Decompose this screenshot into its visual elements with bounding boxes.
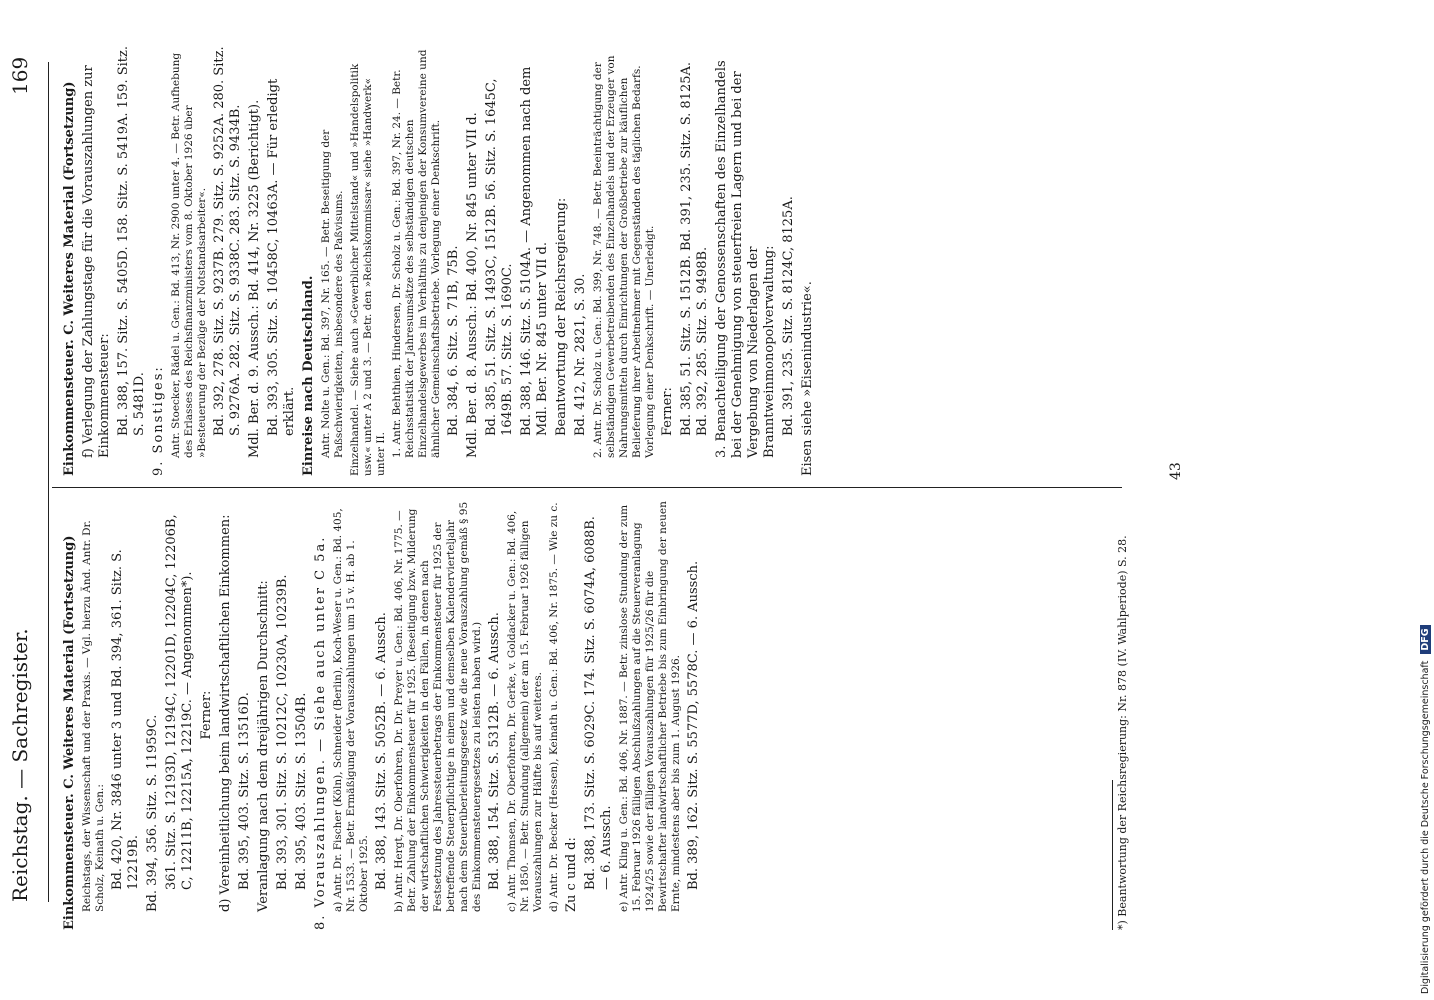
entry-heading: Einkommensteuer. C. Weiteres Material (Fortsetzung) xyxy=(62,535,77,930)
entry-ref: Bd. 388, 143. Sitz. S. 5052B. — 6. Aussch. xyxy=(374,612,389,890)
entry-ref: Bd. 393, 301. Sitz. S. 10212C, 10230A, 10239B. xyxy=(275,574,290,890)
entry-ref: Bd. 412, Nr. 2821, S. 30. xyxy=(573,273,588,436)
entry-label: Zu c und d: xyxy=(564,837,579,912)
column-divider xyxy=(52,487,1122,488)
entry-ref: Mdl. Ber. d. 9. Aussch.: Bd. 414, Nr. 3225 (Berichtigt). xyxy=(247,99,262,458)
entry-ref: Bd. 420, Nr. 3846 unter 3 und Bd. 394, 361. Sitz. S. 12219B. xyxy=(110,549,141,890)
entry-heading: Einzelhandel. — Siehe auch »Gewerblicher Mittelstand« und »Handelspolitik usw.« unter A 2 und 3. — Betr. den »Reichskommissar« siehe »Handwerk« unter II. xyxy=(349,63,387,476)
page-footer-number: 43 xyxy=(1168,462,1184,480)
side-credit xyxy=(1420,6,1432,994)
entry-subheading: 8. Vorauszahlungen. — Siehe auch unter C 5a. xyxy=(313,535,328,930)
entry-ref: Bd. 388, 173. Sitz. S. 6029C. 174. Sitz. S. 6074A, 6088B. — 6. Aussch. xyxy=(583,516,614,890)
entry-subitem: d) Antr. Dr. Becker (Hessen), Keinath u. Gen.: Bd. 406, Nr. 1875. — Wie zu c. xyxy=(548,502,560,912)
entry-ref: Bd. 388, 154. Sitz. S. 5312B. — 6. Aussch. xyxy=(487,612,502,890)
entry-subitem: e) Antr. Kling u. Gen.: Bd. 406, Nr. 1887. — Betr. zinslose Stundung der zum 15. Februar 1926 fälligen Abschlußzahlungen auf die Steuerveranlagung 1924/25 sowie der fälligen Vorauszahlungen für 1925/26 für die Bewirtschafter landwirtschaftlicher Betriebe bis zum Einbringung der neuen Ernte, mindestens aber bis zum 1. August 1926. xyxy=(618,501,682,912)
entry-ref: Bd. 389, 162. Sitz. S. 5577D, 5578C. — 6. Aussch. xyxy=(686,560,701,890)
footnote-rule xyxy=(1112,780,1113,930)
entry-ref: Bd. 388, 157. Sitz. S. 5405D. 158. Sitz. S. 5419A. 159. Sitz. S. 5481D. xyxy=(116,46,147,436)
left-column xyxy=(62,500,1142,930)
entry-ref: Bd. 385, 51. Sitz. S. 1512B. Bd. 391, 235. Sitz. S. 8125A. Bd. 392, 285. Sitz. S. 9498B. xyxy=(679,61,710,436)
entry-heading: Einkommensteuer. C. Weiteres Material (Fortsetzung) xyxy=(62,81,77,476)
entry-ref: Bd. 391, 235. Sitz. S. 8124C, 8125A. xyxy=(781,196,796,436)
entry-label: Beantwortung der Reichsregierung: xyxy=(554,197,569,436)
entry-heading: Einreise nach Deutschland. xyxy=(301,275,316,476)
entry-subitem: f) Verlegung der Zahlungstage für die Vorauszahlungen zur Einkommensteuer: xyxy=(81,65,112,458)
dfg-logo: DFG xyxy=(1420,625,1431,653)
entry-ref: Bd. 394, 356. Sitz. S. 11959C. xyxy=(145,714,160,912)
entry-subitem: 1. Antr. Behthien, Hindersen, Dr. Scholz u. Gen.: Bd. 397, Nr. 24. — Betr. Reichsstatistik der Jahresumsätze des selbständigen deutschen Einzelhandelsgewerbes im Verhältnis zu denjenigen der Konsumvereine und ähnlicher Gemeinschaftsbetriebe. Vorlegung einer Denkschrift. xyxy=(391,49,442,458)
entry-ref: Bd. 395, 403. Sitz. S. 13504B. xyxy=(294,692,309,890)
entry-subitem: Veranlagung nach dem dreijährigen Durchschnitt: xyxy=(256,580,271,912)
entry-subitem: b) Antr. Hergt, Dr. Oberfohren, Dr. Dr. Preyer u. Gen.: Bd. 406, Nr. 1775. — Betr. Zahlung der Einkommensteuer für 1925. (Beseitigung bzw. Milderung der wirtschaftlichen Schwierigkeiten in den Fällen, in denen nach Festsetzung des Jahressteuerbetrags der Einkommensteuer für 1925 der betreffende Steuerpflichtige in einem und demselben Kalendervierteljahr nach dem Steuerüberleitungsgesetz wie die neue Vorauszahlung gemäß § 95 des Einkommensteuergesetzes zu leisten haben wird.) xyxy=(393,501,483,912)
entry-ref: Bd. 388, 146. Sitz. S. 5104A. — Angenommen nach dem Mdl. Ber. Nr. 845 unter VII d. xyxy=(519,66,550,436)
entry-label: Ferner: xyxy=(660,387,675,436)
running-header-left: Reichstag. — Sachregister. xyxy=(8,628,32,902)
entry-subitem: c) Antr. Thomsen, Dr. Oberfohren, Dr. Gerke, v. Goldacker u. Gen.: Bd. 406, Nr. 1850. — Betr. Stundung (allgemein) der am 15. Februar 1926 fälligen Vorauszahlungen zur Hälfte bis auf weiteres. xyxy=(506,510,544,912)
entry-ref: Bd. 385, 51. Sitz. S. 1493C, 1512B. 56. Sitz. S. 1645C, 1649B. 57. Sitz. S. 1690C. xyxy=(484,78,515,436)
entry-text: Antr. Nolte u. Gen.: Bd. 397, Nr. 165. — Betr. Beseitigung der Paßschwierigkeiten, insbesondere des Paßvisums. xyxy=(320,129,345,458)
entry-subitem: d) Vereinheitlichung beim landwirtschaftlichen Einkommen: xyxy=(218,514,233,912)
entry-label: Ferner: xyxy=(199,690,214,740)
footnote: *) Beantwortung der Reichsregierung: Nr. 878 (IV. Wahlperiode) S. 28. xyxy=(1116,535,1129,930)
entry-ref: Bd. 392, 278. Sitz. S. 9237B. 279. Sitz. S. 9252A. 280. Sitz. S. 9276A. 282. Sitz. S. 9338C. 283. Sitz. S. 9434B. xyxy=(212,46,243,436)
entry-subitem: 3. Benachteiligung der Genossenschaften des Einzelhandels bei der Genehmigung von steuerfreien Lagern und bei der Vergebung von Niederlagen der Branntweinmonopolverwaltung: xyxy=(714,60,777,458)
entry-ref: Bd. 393, 305. Sitz. S. 10458C, 10463A. — Für erledigt erklärt. xyxy=(266,78,297,436)
entry-subitem: 2. Antr. Dr. Scholz u. Gen.: Bd. 399, Nr. 748. — Betr. Beeinträchtigung der selbständigen Gewerbetreibenden des Einzelhandels und der Erzeuger von Nahrungsmitteln durch Einrichtungen der Großbetriebe zur käuflichen Belieferung ihrer Arbeitnehmer mit Gegenständen des täglichen Bedarfs. Vorlegung einer Denkschrift. — Unerledigt. xyxy=(592,55,656,458)
header-rule xyxy=(48,62,49,902)
entry-ref: 361. Sitz. S. 12193D, 12194C, 12201D, 12204C, 12206B, C, 12211B, 12215A, 12219C. — Angenommen*). xyxy=(164,514,195,890)
entry-text: Antr. Stoecker, Rädel u. Gen.: Bd. 413, Nr. 2900 unter 4. — Betr. Aufhebung des Erlasses des Reichsfinanzministers vom 8. Oktober 1926 über »Besteuerung der Bezüge der Notstandsarbeiter«. xyxy=(170,52,208,458)
entry-text: Reichstags, der Wissenschaft und der Praxis. — Vgl. hierzu Änd. Antr. Dr. Scholz, Keinath u. Gen.: xyxy=(81,520,106,912)
entry-ref: Mdl. Ber. d. 8. Aussch.: Bd. 400, Nr. 845 unter VII d. xyxy=(465,112,480,458)
entry-ref: Bd. 395, 403. Sitz. S. 13516D. xyxy=(237,692,252,890)
entry-subitem: a) Antr. Dr. Fischer (Köln), Schneider (Berlin), Koch-Weser u. Gen.: Bd. 405, Nr. 1533. — Betr. Ermäßigung der Vorauszahlungen um 15 v. H. ab 1. Oktober 1925. xyxy=(332,508,370,912)
page-number: 169 xyxy=(8,56,32,95)
credit-text: Digitalisierung gefördert durch die Deutsche Forschungsgemeinschaft xyxy=(1420,660,1431,994)
entry-subheading: 9. Sonstiges: xyxy=(151,365,166,476)
right-column xyxy=(62,46,1142,476)
entry-ref: Bd. 384, 6. Sitz. S. 71B, 75B. xyxy=(446,245,461,436)
entry-heading: Eisen siehe »Eisenindustrie«. xyxy=(800,281,815,476)
